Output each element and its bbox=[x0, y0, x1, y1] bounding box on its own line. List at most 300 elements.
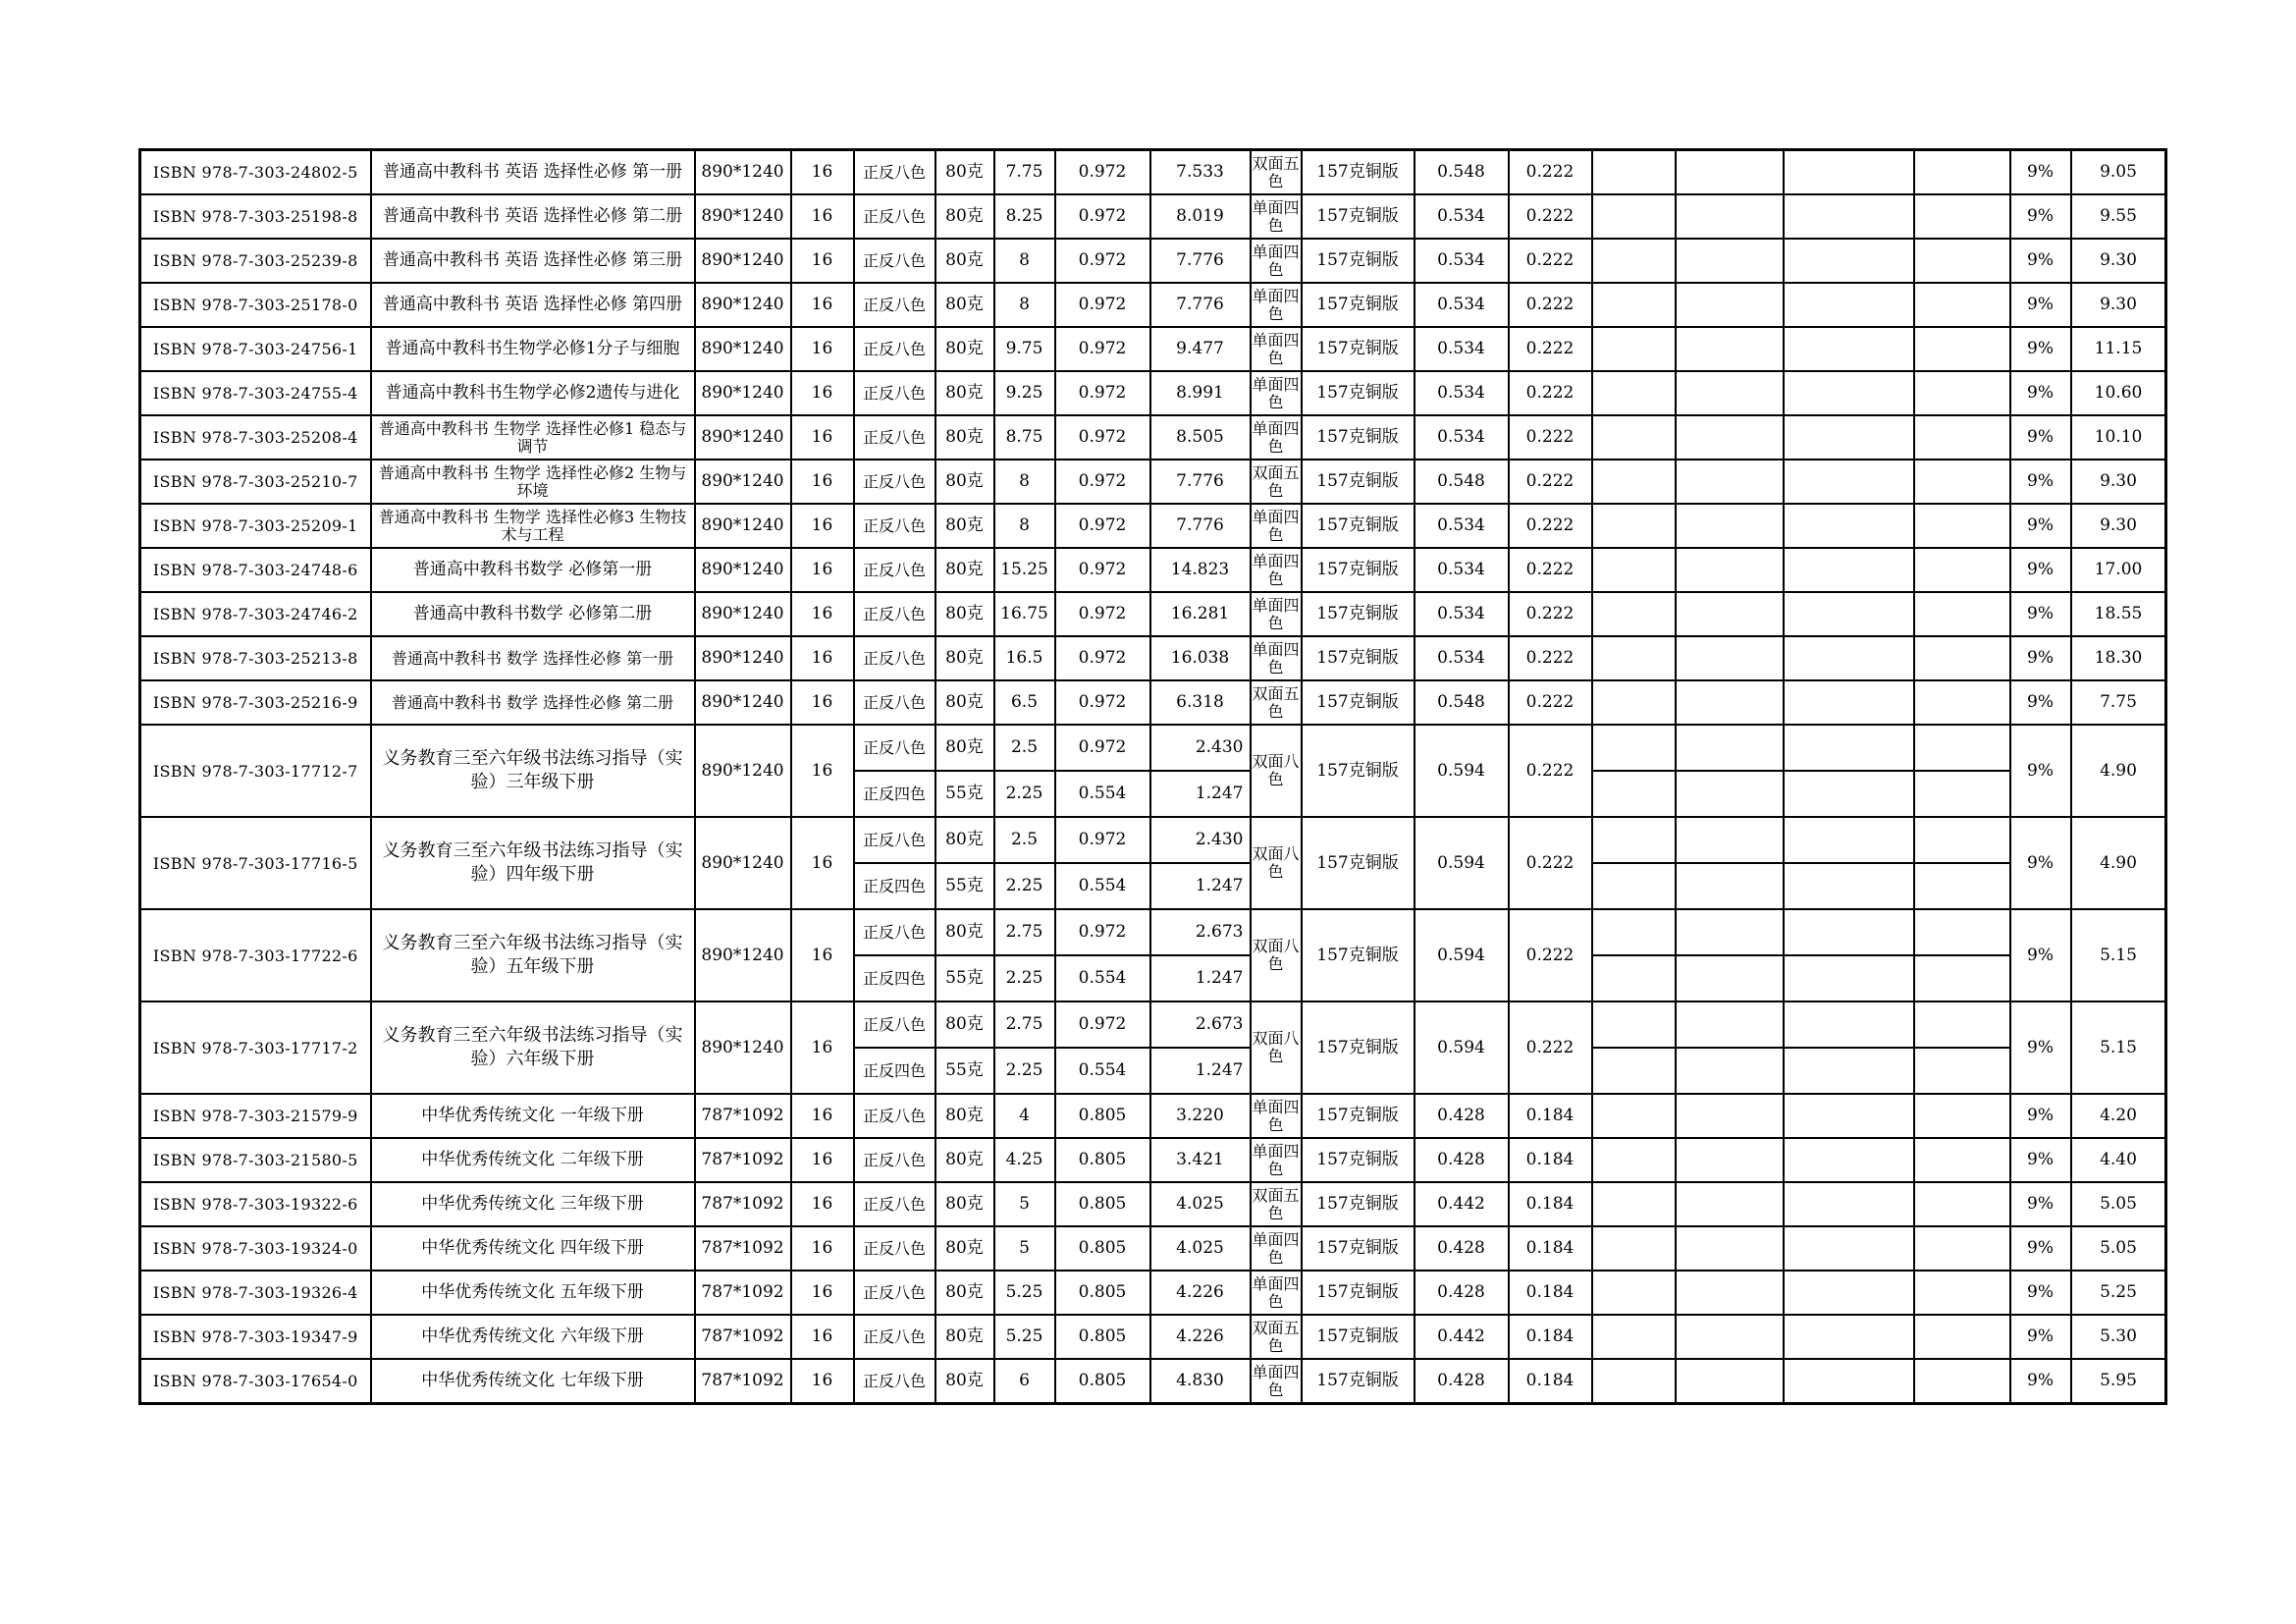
empty-cell bbox=[1592, 1315, 1676, 1359]
cell-paper2: 55克 bbox=[935, 955, 994, 1001]
cell-ream: 4.830 bbox=[1150, 1359, 1251, 1404]
cell-kai: 16 bbox=[791, 817, 854, 909]
empty-cell bbox=[1676, 1271, 1784, 1315]
empty-cell bbox=[1784, 415, 1914, 460]
cell-isbn: ISBN 978-7-303-24756-1 bbox=[140, 327, 371, 371]
cell-price: 9.30 bbox=[2071, 283, 2166, 327]
cell-color: 正反八色 bbox=[854, 636, 935, 680]
cell-title: 普通高中教科书 数学 选择性必修 第一册 bbox=[371, 636, 695, 680]
cell-cover_a: 0.442 bbox=[1415, 1182, 1509, 1226]
cell-kai: 16 bbox=[791, 636, 854, 680]
cell-price: 4.90 bbox=[2071, 725, 2166, 817]
cell-cover_b: 0.222 bbox=[1509, 239, 1592, 283]
cell-color2: 正反四色 bbox=[854, 955, 935, 1001]
cell-price: 18.30 bbox=[2071, 636, 2166, 680]
cell-tax: 9% bbox=[2010, 415, 2071, 460]
cell-tax: 9% bbox=[2010, 1315, 2071, 1359]
cell-tax: 9% bbox=[2010, 1094, 2071, 1138]
cell-cover_a: 0.534 bbox=[1415, 504, 1509, 548]
cell-price: 5.05 bbox=[2071, 1226, 2166, 1271]
cell-tax: 9% bbox=[2010, 371, 2071, 415]
cell-tax: 9% bbox=[2010, 504, 2071, 548]
cell-cover_b: 0.222 bbox=[1509, 725, 1592, 817]
empty-cell bbox=[1784, 283, 1914, 327]
cell-cover_paper: 157克铜版 bbox=[1302, 415, 1415, 460]
cell-paper: 80克 bbox=[935, 1315, 994, 1359]
cell-cover_b: 0.222 bbox=[1509, 415, 1592, 460]
cell-format: 890*1240 bbox=[695, 680, 791, 725]
cell-kai: 16 bbox=[791, 194, 854, 239]
cell-kai: 16 bbox=[791, 371, 854, 415]
cell-kai: 16 bbox=[791, 1138, 854, 1182]
cell-ream: 4.226 bbox=[1150, 1315, 1251, 1359]
cell-ream: 9.477 bbox=[1150, 327, 1251, 371]
cell-isbn: ISBN 978-7-303-24746-2 bbox=[140, 592, 371, 636]
cell-isbn: ISBN 978-7-303-17716-5 bbox=[140, 817, 371, 909]
cell-ream: 4.025 bbox=[1150, 1182, 1251, 1226]
table-row bbox=[140, 415, 2166, 460]
cell-price: 5.95 bbox=[2071, 1359, 2166, 1404]
cell-sheets2: 2.25 bbox=[994, 771, 1055, 817]
cell-ream: 3.220 bbox=[1150, 1094, 1251, 1138]
cell-cover_a: 0.534 bbox=[1415, 239, 1509, 283]
empty-cell bbox=[1784, 504, 1914, 548]
cell-color: 正反八色 bbox=[854, 239, 935, 283]
cell-cover_paper: 157克铜版 bbox=[1302, 1226, 1415, 1271]
empty-cell bbox=[1676, 1359, 1784, 1404]
cell-cover_b: 0.184 bbox=[1509, 1315, 1592, 1359]
empty-cell bbox=[1784, 771, 1914, 817]
cell-title: 中华优秀传统文化 六年级下册 bbox=[371, 1315, 695, 1359]
cell-paper: 80克 bbox=[935, 150, 994, 195]
empty-cell bbox=[1914, 636, 2010, 680]
cell-cover_b: 0.222 bbox=[1509, 909, 1592, 1001]
cell-price: 17.00 bbox=[2071, 548, 2166, 592]
cell-isbn: ISBN 978-7-303-25209-1 bbox=[140, 504, 371, 548]
cell-cover_a: 0.442 bbox=[1415, 1315, 1509, 1359]
cell-factor1: 0.972 bbox=[1055, 1001, 1150, 1048]
cell-color: 正反八色 bbox=[854, 150, 935, 195]
cell-kai: 16 bbox=[791, 680, 854, 725]
empty-cell bbox=[1784, 636, 1914, 680]
cell-cover_b: 0.222 bbox=[1509, 460, 1592, 504]
cell-factor: 0.972 bbox=[1055, 194, 1150, 239]
cell-kai: 16 bbox=[791, 592, 854, 636]
cell-tax: 9% bbox=[2010, 1271, 2071, 1315]
cell-cover_a: 0.428 bbox=[1415, 1138, 1509, 1182]
cell-paper: 80克 bbox=[935, 1226, 994, 1271]
empty-cell bbox=[1784, 150, 1914, 195]
cell-tax: 9% bbox=[2010, 194, 2071, 239]
cell-sheets: 15.25 bbox=[994, 548, 1055, 592]
cell-title: 中华优秀传统文化 五年级下册 bbox=[371, 1271, 695, 1315]
table-row bbox=[140, 1359, 2166, 1404]
cell-kai: 16 bbox=[791, 415, 854, 460]
cell-ream: 16.281 bbox=[1150, 592, 1251, 636]
cell-cover_print: 双面八色 bbox=[1251, 1001, 1302, 1094]
cell-kai: 16 bbox=[791, 150, 854, 195]
cell-isbn: ISBN 978-7-303-19326-4 bbox=[140, 1271, 371, 1315]
cell-kai: 16 bbox=[791, 460, 854, 504]
cell-isbn: ISBN 978-7-303-17722-6 bbox=[140, 909, 371, 1001]
empty-cell bbox=[1914, 371, 2010, 415]
cell-title: 普通高中教科书 英语 选择性必修 第四册 bbox=[371, 283, 695, 327]
cell-kai: 16 bbox=[791, 725, 854, 817]
cell-color: 正反八色 bbox=[854, 371, 935, 415]
cell-paper: 80克 bbox=[935, 460, 994, 504]
cell-color: 正反八色 bbox=[854, 592, 935, 636]
empty-cell bbox=[1592, 636, 1676, 680]
cell-price: 5.30 bbox=[2071, 1315, 2166, 1359]
cell-paper: 80克 bbox=[935, 1271, 994, 1315]
cell-format: 890*1240 bbox=[695, 283, 791, 327]
cell-cover_paper: 157克铜版 bbox=[1302, 1271, 1415, 1315]
table-row bbox=[140, 680, 2166, 725]
cell-format: 787*1092 bbox=[695, 1359, 791, 1404]
cell-cover_print: 双面八色 bbox=[1251, 725, 1302, 817]
cell-paper: 80克 bbox=[935, 680, 994, 725]
cell-isbn: ISBN 978-7-303-25208-4 bbox=[140, 415, 371, 460]
empty-cell bbox=[1914, 327, 2010, 371]
cell-color: 正反八色 bbox=[854, 1226, 935, 1271]
cell-cover_print: 单面四色 bbox=[1251, 504, 1302, 548]
cell-cover_paper: 157克铜版 bbox=[1302, 504, 1415, 548]
cell-factor: 0.805 bbox=[1055, 1138, 1150, 1182]
cell-cover_print: 单面四色 bbox=[1251, 283, 1302, 327]
cell-color: 正反八色 bbox=[854, 1182, 935, 1226]
cell-paper: 80克 bbox=[935, 1359, 994, 1404]
cell-paper: 80克 bbox=[935, 504, 994, 548]
cell-sheets: 8.75 bbox=[994, 415, 1055, 460]
cell-cover_print: 单面四色 bbox=[1251, 1138, 1302, 1182]
cell-cover_print: 单面四色 bbox=[1251, 415, 1302, 460]
empty-cell bbox=[1914, 1048, 2010, 1094]
cell-factor: 0.972 bbox=[1055, 548, 1150, 592]
table-row bbox=[140, 1001, 2166, 1048]
cell-factor2: 0.554 bbox=[1055, 863, 1150, 909]
cell-format: 890*1240 bbox=[695, 548, 791, 592]
cell-factor: 0.972 bbox=[1055, 239, 1150, 283]
cell-tax: 9% bbox=[2010, 817, 2071, 909]
cell-color1: 正反八色 bbox=[854, 817, 935, 863]
cell-paper: 80克 bbox=[935, 548, 994, 592]
cell-title: 普通高中教科书 生物学 选择性必修1 稳态与调节 bbox=[371, 415, 695, 460]
cell-sheets: 5.25 bbox=[994, 1271, 1055, 1315]
empty-cell bbox=[1914, 955, 2010, 1001]
cell-isbn: ISBN 978-7-303-17712-7 bbox=[140, 725, 371, 817]
cell-cover_paper: 157克铜版 bbox=[1302, 239, 1415, 283]
cell-paper: 80克 bbox=[935, 1094, 994, 1138]
cell-cover_a: 0.594 bbox=[1415, 1001, 1509, 1094]
cell-factor: 0.972 bbox=[1055, 460, 1150, 504]
table-row bbox=[140, 1138, 2166, 1182]
cell-price: 5.15 bbox=[2071, 1001, 2166, 1094]
cell-cover_print: 单面四色 bbox=[1251, 1094, 1302, 1138]
cell-sheets2: 2.25 bbox=[994, 863, 1055, 909]
empty-cell bbox=[1914, 504, 2010, 548]
cell-cover_print: 单面四色 bbox=[1251, 371, 1302, 415]
cell-title: 中华优秀传统文化 七年级下册 bbox=[371, 1359, 695, 1404]
cell-cover_print: 双面八色 bbox=[1251, 817, 1302, 909]
table-row bbox=[140, 1226, 2166, 1271]
cell-title: 普通高中教科书数学 必修第二册 bbox=[371, 592, 695, 636]
empty-cell bbox=[1676, 955, 1784, 1001]
cell-paper1: 80克 bbox=[935, 909, 994, 955]
cell-kai: 16 bbox=[791, 1271, 854, 1315]
table-row bbox=[140, 283, 2166, 327]
cell-ream: 7.533 bbox=[1150, 150, 1251, 195]
cell-ream: 6.318 bbox=[1150, 680, 1251, 725]
empty-cell bbox=[1914, 239, 2010, 283]
cell-ream2: 1.247 bbox=[1150, 771, 1251, 817]
empty-cell bbox=[1676, 1048, 1784, 1094]
cell-format: 890*1240 bbox=[695, 504, 791, 548]
empty-cell bbox=[1592, 725, 1676, 771]
cell-factor1: 0.972 bbox=[1055, 817, 1150, 863]
cell-price: 5.15 bbox=[2071, 909, 2166, 1001]
cell-kai: 16 bbox=[791, 1094, 854, 1138]
cell-ream2: 1.247 bbox=[1150, 955, 1251, 1001]
empty-cell bbox=[1784, 1094, 1914, 1138]
cell-isbn: ISBN 978-7-303-24748-6 bbox=[140, 548, 371, 592]
empty-cell bbox=[1784, 1359, 1914, 1404]
cell-cover_print: 单面四色 bbox=[1251, 1226, 1302, 1271]
cell-ream: 8.991 bbox=[1150, 371, 1251, 415]
empty-cell bbox=[1914, 680, 2010, 725]
cell-cover_paper: 157克铜版 bbox=[1302, 327, 1415, 371]
empty-cell bbox=[1784, 680, 1914, 725]
cell-paper: 80克 bbox=[935, 415, 994, 460]
cell-title: 普通高中教科书 英语 选择性必修 第二册 bbox=[371, 194, 695, 239]
cell-color: 正反八色 bbox=[854, 1315, 935, 1359]
empty-cell bbox=[1676, 680, 1784, 725]
cell-factor: 0.805 bbox=[1055, 1182, 1150, 1226]
cell-ream1: 2.430 bbox=[1150, 725, 1251, 771]
cell-title: 普通高中教科书 生物学 选择性必修3 生物技术与工程 bbox=[371, 504, 695, 548]
cell-title: 普通高中教科书 数学 选择性必修 第二册 bbox=[371, 680, 695, 725]
cell-cover_paper: 157克铜版 bbox=[1302, 194, 1415, 239]
cell-price: 7.75 bbox=[2071, 680, 2166, 725]
cell-cover_paper: 157克铜版 bbox=[1302, 680, 1415, 725]
cell-format: 787*1092 bbox=[695, 1094, 791, 1138]
cell-cover_paper: 157克铜版 bbox=[1302, 371, 1415, 415]
empty-cell bbox=[1592, 1138, 1676, 1182]
cell-format: 890*1240 bbox=[695, 460, 791, 504]
cell-cover_paper: 157克铜版 bbox=[1302, 1182, 1415, 1226]
cell-paper1: 80克 bbox=[935, 725, 994, 771]
cell-cover_b: 0.222 bbox=[1509, 636, 1592, 680]
empty-cell bbox=[1676, 1315, 1784, 1359]
cell-sheets: 9.25 bbox=[994, 371, 1055, 415]
cell-tax: 9% bbox=[2010, 636, 2071, 680]
cell-format: 890*1240 bbox=[695, 817, 791, 909]
cell-cover_a: 0.534 bbox=[1415, 415, 1509, 460]
cell-cover_paper: 157克铜版 bbox=[1302, 1138, 1415, 1182]
cell-factor: 0.972 bbox=[1055, 150, 1150, 195]
cell-price: 5.25 bbox=[2071, 1271, 2166, 1315]
cell-isbn: ISBN 978-7-303-21580-5 bbox=[140, 1138, 371, 1182]
cell-sheets: 8 bbox=[994, 504, 1055, 548]
cell-cover_a: 0.534 bbox=[1415, 194, 1509, 239]
empty-cell bbox=[1592, 1048, 1676, 1094]
cell-cover_b: 0.222 bbox=[1509, 371, 1592, 415]
cell-sheets: 4 bbox=[994, 1094, 1055, 1138]
cell-isbn: ISBN 978-7-303-25239-8 bbox=[140, 239, 371, 283]
cell-price: 5.05 bbox=[2071, 1182, 2166, 1226]
cell-color: 正反八色 bbox=[854, 680, 935, 725]
cell-isbn: ISBN 978-7-303-25216-9 bbox=[140, 680, 371, 725]
empty-cell bbox=[1592, 548, 1676, 592]
cell-title: 普通高中教科书 英语 选择性必修 第三册 bbox=[371, 239, 695, 283]
cell-price: 18.55 bbox=[2071, 592, 2166, 636]
empty-cell bbox=[1676, 863, 1784, 909]
cell-format: 890*1240 bbox=[695, 327, 791, 371]
empty-cell bbox=[1676, 415, 1784, 460]
cell-cover_print: 双面五色 bbox=[1251, 680, 1302, 725]
cell-isbn: ISBN 978-7-303-25178-0 bbox=[140, 283, 371, 327]
cell-sheets: 9.75 bbox=[994, 327, 1055, 371]
cell-cover_b: 0.184 bbox=[1509, 1182, 1592, 1226]
cell-format: 890*1240 bbox=[695, 239, 791, 283]
empty-cell bbox=[1784, 1226, 1914, 1271]
table-row bbox=[140, 1271, 2166, 1315]
empty-cell bbox=[1676, 817, 1784, 863]
empty-cell bbox=[1784, 327, 1914, 371]
cell-paper: 80克 bbox=[935, 371, 994, 415]
empty-cell bbox=[1914, 1359, 2010, 1404]
cell-paper: 80克 bbox=[935, 1182, 994, 1226]
cell-factor: 0.805 bbox=[1055, 1094, 1150, 1138]
empty-cell bbox=[1592, 504, 1676, 548]
cell-cover_print: 双面五色 bbox=[1251, 150, 1302, 195]
cell-sheets: 16.75 bbox=[994, 592, 1055, 636]
cell-format: 787*1092 bbox=[695, 1138, 791, 1182]
cell-sheets: 8.25 bbox=[994, 194, 1055, 239]
cell-isbn: ISBN 978-7-303-21579-9 bbox=[140, 1094, 371, 1138]
empty-cell bbox=[1676, 909, 1784, 955]
cell-kai: 16 bbox=[791, 327, 854, 371]
empty-cell bbox=[1914, 283, 2010, 327]
cell-cover_b: 0.222 bbox=[1509, 592, 1592, 636]
cell-sheets: 8 bbox=[994, 460, 1055, 504]
cell-cover_print: 双面八色 bbox=[1251, 909, 1302, 1001]
cell-cover_paper: 157克铜版 bbox=[1302, 548, 1415, 592]
empty-cell bbox=[1914, 771, 2010, 817]
empty-cell bbox=[1592, 909, 1676, 955]
cell-format: 890*1240 bbox=[695, 909, 791, 1001]
cell-price: 4.20 bbox=[2071, 1094, 2166, 1138]
cell-cover_a: 0.594 bbox=[1415, 909, 1509, 1001]
cell-factor: 0.972 bbox=[1055, 636, 1150, 680]
empty-cell bbox=[1592, 1226, 1676, 1271]
cell-sheets: 8 bbox=[994, 239, 1055, 283]
cell-sheets: 6 bbox=[994, 1359, 1055, 1404]
cell-cover_print: 单面四色 bbox=[1251, 239, 1302, 283]
cell-cover_a: 0.534 bbox=[1415, 283, 1509, 327]
cell-ream1: 2.430 bbox=[1150, 817, 1251, 863]
empty-cell bbox=[1784, 371, 1914, 415]
cell-price: 9.05 bbox=[2071, 150, 2166, 195]
cell-cover_b: 0.184 bbox=[1509, 1271, 1592, 1315]
cell-price: 10.10 bbox=[2071, 415, 2166, 460]
cell-paper1: 80克 bbox=[935, 1001, 994, 1048]
table-row bbox=[140, 150, 2166, 195]
cell-cover_b: 0.222 bbox=[1509, 1001, 1592, 1094]
cell-factor2: 0.554 bbox=[1055, 771, 1150, 817]
empty-cell bbox=[1914, 863, 2010, 909]
empty-cell bbox=[1784, 548, 1914, 592]
cell-sheets: 4.25 bbox=[994, 1138, 1055, 1182]
cell-title: 中华优秀传统文化 一年级下册 bbox=[371, 1094, 695, 1138]
cell-factor: 0.805 bbox=[1055, 1315, 1150, 1359]
cell-cover_paper: 157克铜版 bbox=[1302, 909, 1415, 1001]
cell-cover_a: 0.594 bbox=[1415, 817, 1509, 909]
cell-factor: 0.972 bbox=[1055, 327, 1150, 371]
cell-paper2: 55克 bbox=[935, 771, 994, 817]
cell-tax: 9% bbox=[2010, 150, 2071, 195]
cell-kai: 16 bbox=[791, 1001, 854, 1094]
cell-price: 10.60 bbox=[2071, 371, 2166, 415]
empty-cell bbox=[1676, 1226, 1784, 1271]
cell-factor: 0.972 bbox=[1055, 680, 1150, 725]
cell-cover_a: 0.428 bbox=[1415, 1271, 1509, 1315]
cell-tax: 9% bbox=[2010, 1182, 2071, 1226]
empty-cell bbox=[1592, 680, 1676, 725]
cell-tax: 9% bbox=[2010, 239, 2071, 283]
cell-isbn: ISBN 978-7-303-25213-8 bbox=[140, 636, 371, 680]
table-row bbox=[140, 909, 2166, 955]
cell-factor: 0.972 bbox=[1055, 592, 1150, 636]
empty-cell bbox=[1784, 817, 1914, 863]
cell-format: 890*1240 bbox=[695, 636, 791, 680]
cell-price: 4.40 bbox=[2071, 1138, 2166, 1182]
table-row bbox=[140, 1182, 2166, 1226]
cell-cover_paper: 157克铜版 bbox=[1302, 817, 1415, 909]
empty-cell bbox=[1592, 327, 1676, 371]
cell-kai: 16 bbox=[791, 239, 854, 283]
cell-color: 正反八色 bbox=[854, 327, 935, 371]
cell-paper: 80克 bbox=[935, 592, 994, 636]
table-row bbox=[140, 327, 2166, 371]
empty-cell bbox=[1914, 1138, 2010, 1182]
cell-color1: 正反八色 bbox=[854, 909, 935, 955]
cell-factor: 0.805 bbox=[1055, 1226, 1150, 1271]
cell-cover_paper: 157克铜版 bbox=[1302, 1359, 1415, 1404]
cell-paper2: 55克 bbox=[935, 1048, 994, 1094]
cell-color: 正反八色 bbox=[854, 194, 935, 239]
empty-cell bbox=[1592, 283, 1676, 327]
cell-cover_b: 0.222 bbox=[1509, 327, 1592, 371]
empty-cell bbox=[1784, 1048, 1914, 1094]
cell-cover_paper: 157克铜版 bbox=[1302, 1094, 1415, 1138]
empty-cell bbox=[1676, 150, 1784, 195]
cell-isbn: ISBN 978-7-303-17654-0 bbox=[140, 1359, 371, 1404]
cell-tax: 9% bbox=[2010, 1359, 2071, 1404]
cell-sheets1: 2.5 bbox=[994, 725, 1055, 771]
table-row bbox=[140, 239, 2166, 283]
cell-cover_paper: 157克铜版 bbox=[1302, 592, 1415, 636]
empty-cell bbox=[1592, 955, 1676, 1001]
cell-cover_b: 0.222 bbox=[1509, 150, 1592, 195]
cell-format: 890*1240 bbox=[695, 194, 791, 239]
cell-paper1: 80克 bbox=[935, 817, 994, 863]
empty-cell bbox=[1914, 1226, 2010, 1271]
cell-ream: 3.421 bbox=[1150, 1138, 1251, 1182]
cell-cover_a: 0.548 bbox=[1415, 150, 1509, 195]
empty-cell bbox=[1914, 817, 2010, 863]
cell-factor: 0.972 bbox=[1055, 283, 1150, 327]
cell-sheets: 7.75 bbox=[994, 150, 1055, 195]
